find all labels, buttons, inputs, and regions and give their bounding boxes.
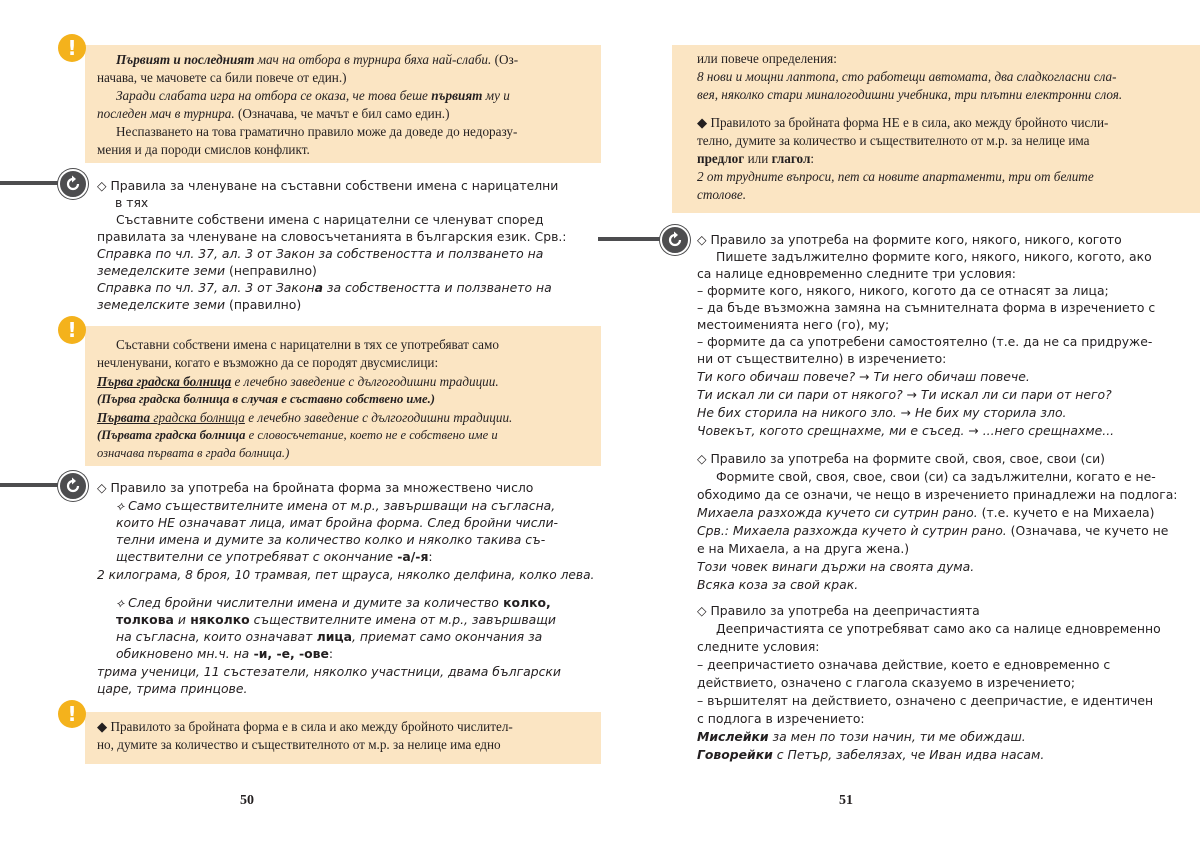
section-marker-bar [0, 181, 62, 185]
rule3-line-5: местоименията него (го), му; [697, 317, 890, 332]
rule4-line-1: Формите свой, своя, свое, свои (си) са задължителни, когато е не- [716, 469, 1156, 484]
rule3-line-2: са налице едновременно следните три условия: [697, 266, 1016, 281]
rule3-line-11: Човекът, когото срещнахме, ми е съсед. → ...него срещнахме... [697, 423, 1115, 438]
note3-line-2: но, думите за количество и съществителното от м.р. за нелице има едно [97, 737, 501, 752]
rule5-line-1: Деепричастията се употребяват само ако са налице едновременно [716, 621, 1161, 636]
rule4-line-4: Срв.: Михаела разхожда кучето ѝ сутрин рано. (Означава, че кучето не [697, 523, 1169, 538]
rule2-line-2: които НЕ означават лица, имат бройна форма. След бройни числи- [116, 515, 558, 530]
rule4-line-2: обходимо да се означи, че нещо в изречението принадлежи на подлога: [697, 487, 1178, 502]
rule2-line-3: телни имена и думите за количество колко и няколко такива съ- [116, 532, 546, 547]
section-marker [660, 225, 690, 255]
note4-line-3: вея, няколко стари миналогодишни учебника, три плътни електронни слоя. [697, 87, 1123, 102]
rule5-line-4: действието, означено с глагола сказуемо в изречението; [697, 675, 1076, 690]
section-marker-bar [598, 237, 664, 241]
rule4-line-5: е на Михаела, а на друга жена.) [697, 541, 910, 556]
note1-line-3: Заради слабата игра на отбора се оказа, че това беше първият му и [116, 88, 510, 103]
note3-line-1: ◆ Правилото за бройната форма е в сила и ако между бройното числител- [97, 719, 513, 734]
note2-line-6: (Първата градска болница е словосъчетание, което не е собствено име и [97, 428, 498, 442]
rule3-line-8: Ти кого обичаш повече? → Ти него обичаш повече. [697, 369, 1030, 384]
section-marker [58, 169, 88, 199]
rule5-title: ◇ Правило за употреба на деепричастията [697, 603, 980, 618]
note4-line-1: или повече определения: [697, 51, 837, 66]
note4-line-8: столове. [697, 187, 747, 202]
note1-line-1: Първият и последният мач на отбора в турнира бяха най-слаби. (Оз- [116, 52, 519, 67]
note2-line-1: Съставни собствени имена с нарицателни в тях се употребяват само [116, 337, 499, 352]
warning-icon: ! [58, 34, 86, 62]
rule2-line-7: толкова и няколко съществителните имена от м.р., завършващи [116, 612, 556, 627]
note1-line-2: начава, че мачовете са били повече от един.) [97, 70, 347, 85]
rule5-line-8: Говорейки с Петър, забелязах, че Иван идва насам. [697, 747, 1045, 762]
rule1-title: ◇ Правила за членуване на съставни собствени имена с нарицателни [97, 178, 559, 193]
rule4-line-3: Михаела разхожда кучето си сутрин рано. (т.е. кучето е на Михаела) [697, 505, 1155, 520]
rule2-line-4: ществителни се употребяват с окончание -а/-я: [116, 549, 433, 564]
note1-line-5: Неспазването на това граматично правило може да доведе до недоразу- [116, 124, 518, 139]
rule2-line-11: царе, трима принцове. [97, 681, 248, 696]
note4-line-7: 2 от трудните въпроси, пет са новите апартаменти, три от белите [697, 169, 1094, 184]
rule5-line-7: Мислейки за мен по този начин, ти ме обиждаш. [697, 729, 1026, 744]
rotate-arrow-icon [665, 230, 685, 250]
rule1-title-2: в тях [115, 195, 149, 210]
note1-line-4: последен мач в турнира. (Означава, че мачът е бил само един.) [97, 106, 450, 121]
rule3-line-7: ни от съществително) в изречението: [697, 351, 947, 366]
rule5-line-3: – деепричастието означава действие, което е едновременно с [697, 657, 1111, 672]
rule3-line-3: – формите кого, някого, никого, когото да се отнасят за лица; [697, 283, 1109, 298]
note2-line-7: означава първата в града болница.) [97, 446, 290, 460]
rule3-line-9: Ти искал ли си пари от някого? → Ти искал ли си пари от него? [697, 387, 1112, 402]
note2-line-4: (Първа градска болница в случая е съставно собствено име.) [97, 392, 435, 406]
note4-line-6: предлог или глагол: [697, 151, 815, 166]
rule1-line-4: земеделските земи (неправилно) [97, 263, 317, 278]
rule5-line-2: следните условия: [697, 639, 820, 654]
rule2-title: ◇ Правило за употреба на бройната форма за множествено число [97, 480, 534, 495]
note4-line-2: 8 нови и мощни лаптопа, сто работещи автомата, два сладкогласни сла- [697, 69, 1117, 84]
page-number: 50 [240, 793, 254, 808]
rule5-line-6: с подлога в изречението: [697, 711, 865, 726]
rule1-line-6: земеделските земи (правилно) [97, 297, 302, 312]
note4-line-4: ◆ Правилото за бройната форма НЕ е в сила, ако между бройното числи- [697, 115, 1109, 130]
rule2-line-6: ⟡ След бройни числителни имена и думите за количество колко, [116, 595, 551, 610]
rule3-line-1: Пишете задължително формите кого, някого, никого, когото, ако [716, 249, 1152, 264]
note4-line-5: телно, думите за количество и съществителното от м.р. за нелице има [697, 133, 1090, 148]
rule4-line-6: Този човек винаги държи на своята дума. [697, 559, 975, 574]
rule3-line-10: Не бих сторила на никого зло. → Не бих му сторила зло. [697, 405, 1067, 420]
rule4-line-7: Всяка коза за свой крак. [697, 577, 859, 592]
note2-line-5: Първата градска болница е лечебно заведение с дългогодишни традиции. [97, 410, 513, 425]
note2-line-2: нечленувани, когато е възможно да се породят двусмислици: [97, 355, 439, 370]
rule3-line-6: – формите да са употребени самостоятелно (т.е. да не са придруже- [697, 334, 1153, 349]
rule1-line-2: правилата за членуване на словосъчетанията в българския език. Срв.: [97, 229, 567, 244]
rule1-line-3: Справка по чл. 37, ал. 3 от Закон за собствеността и ползването на [97, 246, 544, 261]
rule1-line-5: Справка по чл. 37, ал. 3 от Закона за собствеността и ползването на [97, 280, 552, 295]
rule2-line-5: 2 килограма, 8 броя, 10 трамвая, пет щрауса, няколко делфина, колко лева. [97, 568, 595, 582]
rule1-line-1: Съставните собствени имена с нарицателни се членуват според [116, 212, 544, 227]
section-marker [58, 471, 88, 501]
warning-icon: ! [58, 700, 86, 728]
rule2-line-8: на съгласна, които означават лица, приемат само окончания за [116, 629, 543, 644]
rule4-title: ◇ Правило за употреба на формите свой, своя, свое, свои (си) [697, 451, 1105, 466]
rule2-line-9: обикновено мн.ч. на -и, -е, -ове: [116, 646, 334, 661]
rule5-line-5: – вършителят на действието, означено с деепричастие, е идентичен [697, 693, 1154, 708]
rotate-arrow-icon [63, 174, 83, 194]
note1-line-6: мения и да породи смислов конфликт. [97, 142, 310, 157]
page-number: 51 [839, 793, 853, 808]
rule2-line-1: ⟡ Само съществителните имена от м.р., завършващи на съгласна, [116, 498, 556, 513]
rule3-title: ◇ Правило за употреба на формите кого, някого, никого, когото [697, 232, 1122, 247]
warning-icon: ! [58, 316, 86, 344]
rule2-line-10: трима ученици, 11 състезатели, няколко участници, двама български [97, 664, 561, 679]
rule3-line-4: – да бъде възможна замяна на съмнителната форма в изречението с [697, 300, 1156, 315]
section-marker-bar [0, 483, 62, 487]
note2-line-3: Първа градска болница е лечебно заведение с дългогодишни традиции. [97, 374, 499, 389]
rotate-arrow-icon [63, 476, 83, 496]
